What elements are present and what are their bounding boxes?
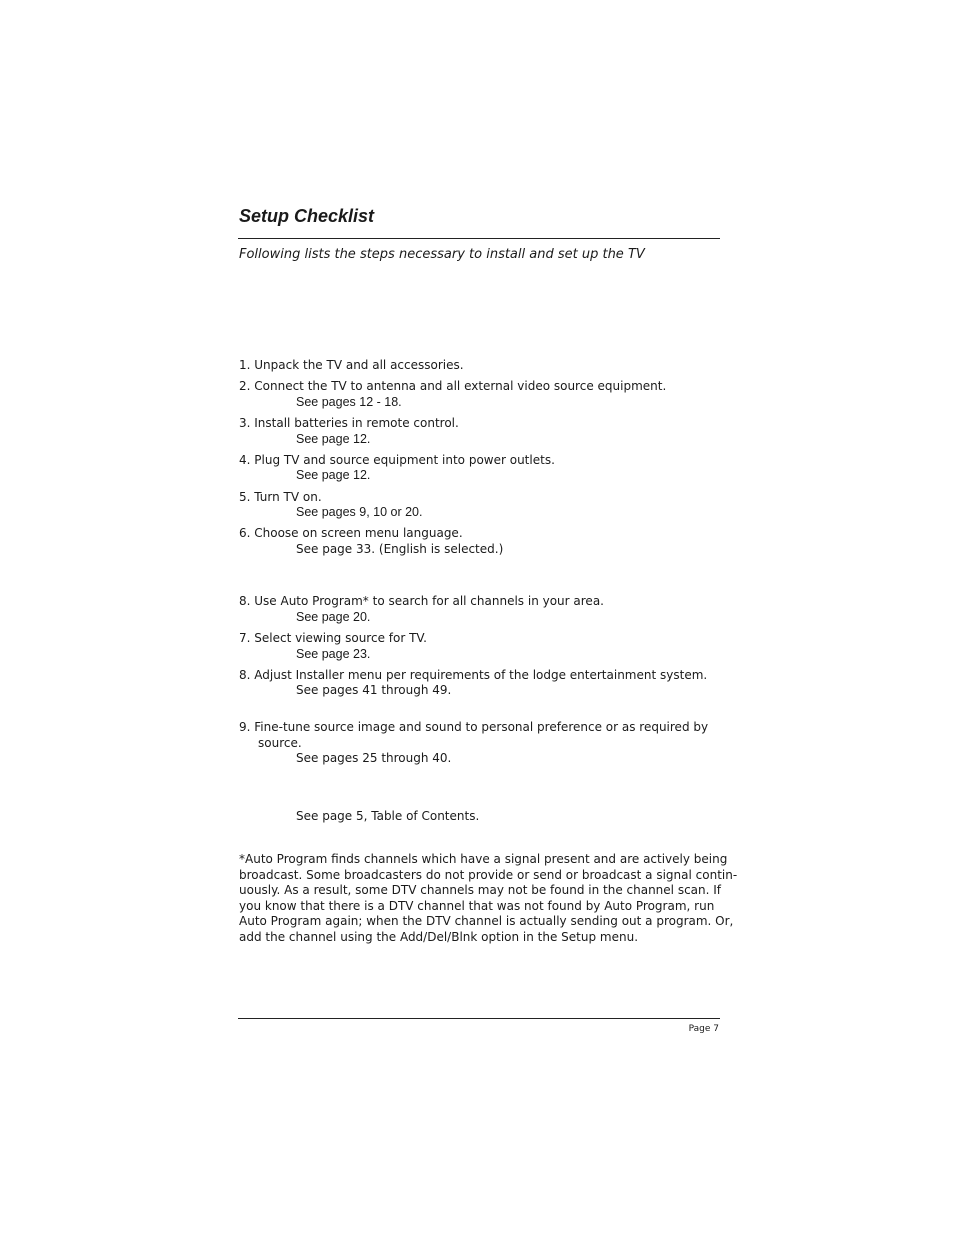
page-subtitle: Following lists the steps necessary to install and set up the TV	[239, 247, 645, 262]
header-rule	[238, 238, 720, 239]
contents-reference: See page 5, Table of Contents.	[296, 809, 480, 823]
step-page-reference: See page 23.	[296, 647, 371, 661]
step-item: 8. Adjust Installer menu per requirements of the lodge entertainment system.	[239, 668, 708, 682]
step-page-reference: See pages 9, 10 or 20.	[296, 505, 423, 519]
step-item-continuation: source.	[258, 736, 302, 750]
step-page-reference: See pages 25 through 40.	[296, 751, 452, 765]
step-item: 5. Turn TV on.	[239, 490, 322, 504]
step-item: 6. Choose on screen menu language.	[239, 526, 463, 540]
step-page-reference: See page 12.	[296, 468, 371, 482]
footnote-line: you know that there is a DTV channel that was not found by Auto Program, run	[239, 898, 715, 913]
step-item: 3. Install batteries in remote control.	[239, 416, 459, 430]
step-item: 7. Select viewing source for TV.	[239, 631, 427, 645]
footnote-line: Auto Program again; when the DTV channel is actually sending out a program. Or,	[239, 914, 734, 929]
step-item: 9. Fine-tune source image and sound to personal preference or as required by	[239, 720, 709, 734]
footnote-line: add the channel using the Add/Del/Blnk option in the Setup menu.	[239, 929, 639, 944]
footer-rule	[238, 1018, 720, 1019]
step-item: 1. Unpack the TV and all accessories.	[239, 358, 464, 372]
step-page-reference: See pages 41 through 49.	[296, 683, 452, 697]
page-title: Setup Checklist	[239, 206, 375, 226]
footnote-line: *Auto Program finds channels which have a signal present and are actively being	[239, 852, 728, 866]
footnote-line: uously. As a result, some DTV channels may not be found in the channel scan. If	[239, 883, 722, 898]
step-item: 2. Connect the TV to antenna and all external video source equipment.	[239, 379, 667, 393]
page-number: Page 7	[688, 1024, 719, 1034]
step-item: 4. Plug TV and source equipment into power outlets.	[239, 453, 555, 467]
step-page-reference: See page 33. (English is selected.)	[296, 542, 504, 556]
step-page-reference: See pages 12 - 18.	[296, 395, 402, 409]
step-page-reference: See page 20.	[296, 610, 371, 624]
footnote-line: broadcast. Some broadcasters do not provide or send or broadcast a signal contin-	[239, 867, 738, 882]
step-page-reference: See page 12.	[296, 432, 371, 446]
auto-program-footnote	[239, 852, 738, 946]
step-item: 8. Use Auto Program* to search for all channels in your area.	[239, 594, 604, 608]
